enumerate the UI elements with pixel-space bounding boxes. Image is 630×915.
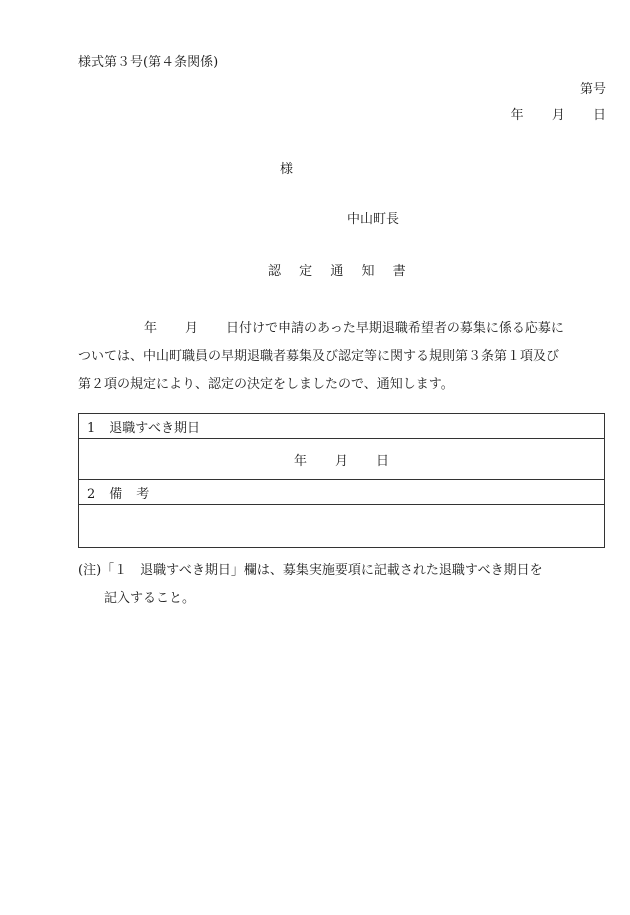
body-date-month: 月 [185, 321, 199, 336]
issuer-name: 中山町長 [347, 212, 400, 227]
note-line-2: 記入すること。 [104, 591, 196, 606]
body-date-year: 年 [144, 321, 158, 336]
issue-date-year: 年 [510, 108, 524, 123]
remarks-label-b: 考 [136, 486, 150, 502]
document-number-label: 第号 [579, 82, 606, 97]
table-row [79, 480, 605, 505]
row-number: 1 [87, 420, 96, 436]
title-char: 知 [361, 264, 375, 279]
body-line-1-text: 日付けで申請のあった早期退職希望者の募集に係る応募に [226, 321, 564, 336]
issue-date-day: 日 [592, 108, 606, 123]
title-char: 通 [330, 264, 344, 279]
note-line-1: (注)「１ 退職すべき期日」欄は、募集実施要項に記載された退職すべき期日を [78, 563, 543, 578]
row-label-text: 退職すべき期日 [109, 420, 201, 436]
row-number: 2 [87, 486, 96, 502]
body-line-2: ついては、中山町職員の早期退職者募集及び認定等に関する規則第３条第１項及び [78, 349, 560, 364]
table-row [79, 414, 605, 439]
title-char: 定 [299, 264, 313, 279]
addressee-suffix: 様 [280, 162, 294, 177]
remarks-label-a: 備 [109, 486, 123, 502]
remarks-label [79, 480, 605, 505]
remarks-value [79, 505, 605, 548]
title-char: 認 [268, 264, 282, 279]
issue-date-month: 月 [551, 108, 565, 123]
table-row [79, 439, 605, 480]
retirement-date-month: 月 [334, 453, 348, 469]
issue-date [511, 108, 606, 124]
retirement-date-year: 年 [293, 453, 307, 469]
form-label: 様式第３号(第４条関係) [78, 55, 219, 70]
body-line-3: 第２項の規定により、認定の決定をしましたので、通知します。 [78, 377, 454, 392]
retirement-date-label [79, 414, 605, 439]
document-title [268, 264, 406, 280]
retirement-date-value [79, 439, 605, 480]
table-row [79, 505, 605, 548]
retirement-date-day: 日 [376, 453, 390, 469]
body-line-1 [78, 315, 608, 343]
body-text [78, 315, 608, 399]
title-char: 書 [392, 264, 406, 279]
notice-table [78, 413, 605, 548]
